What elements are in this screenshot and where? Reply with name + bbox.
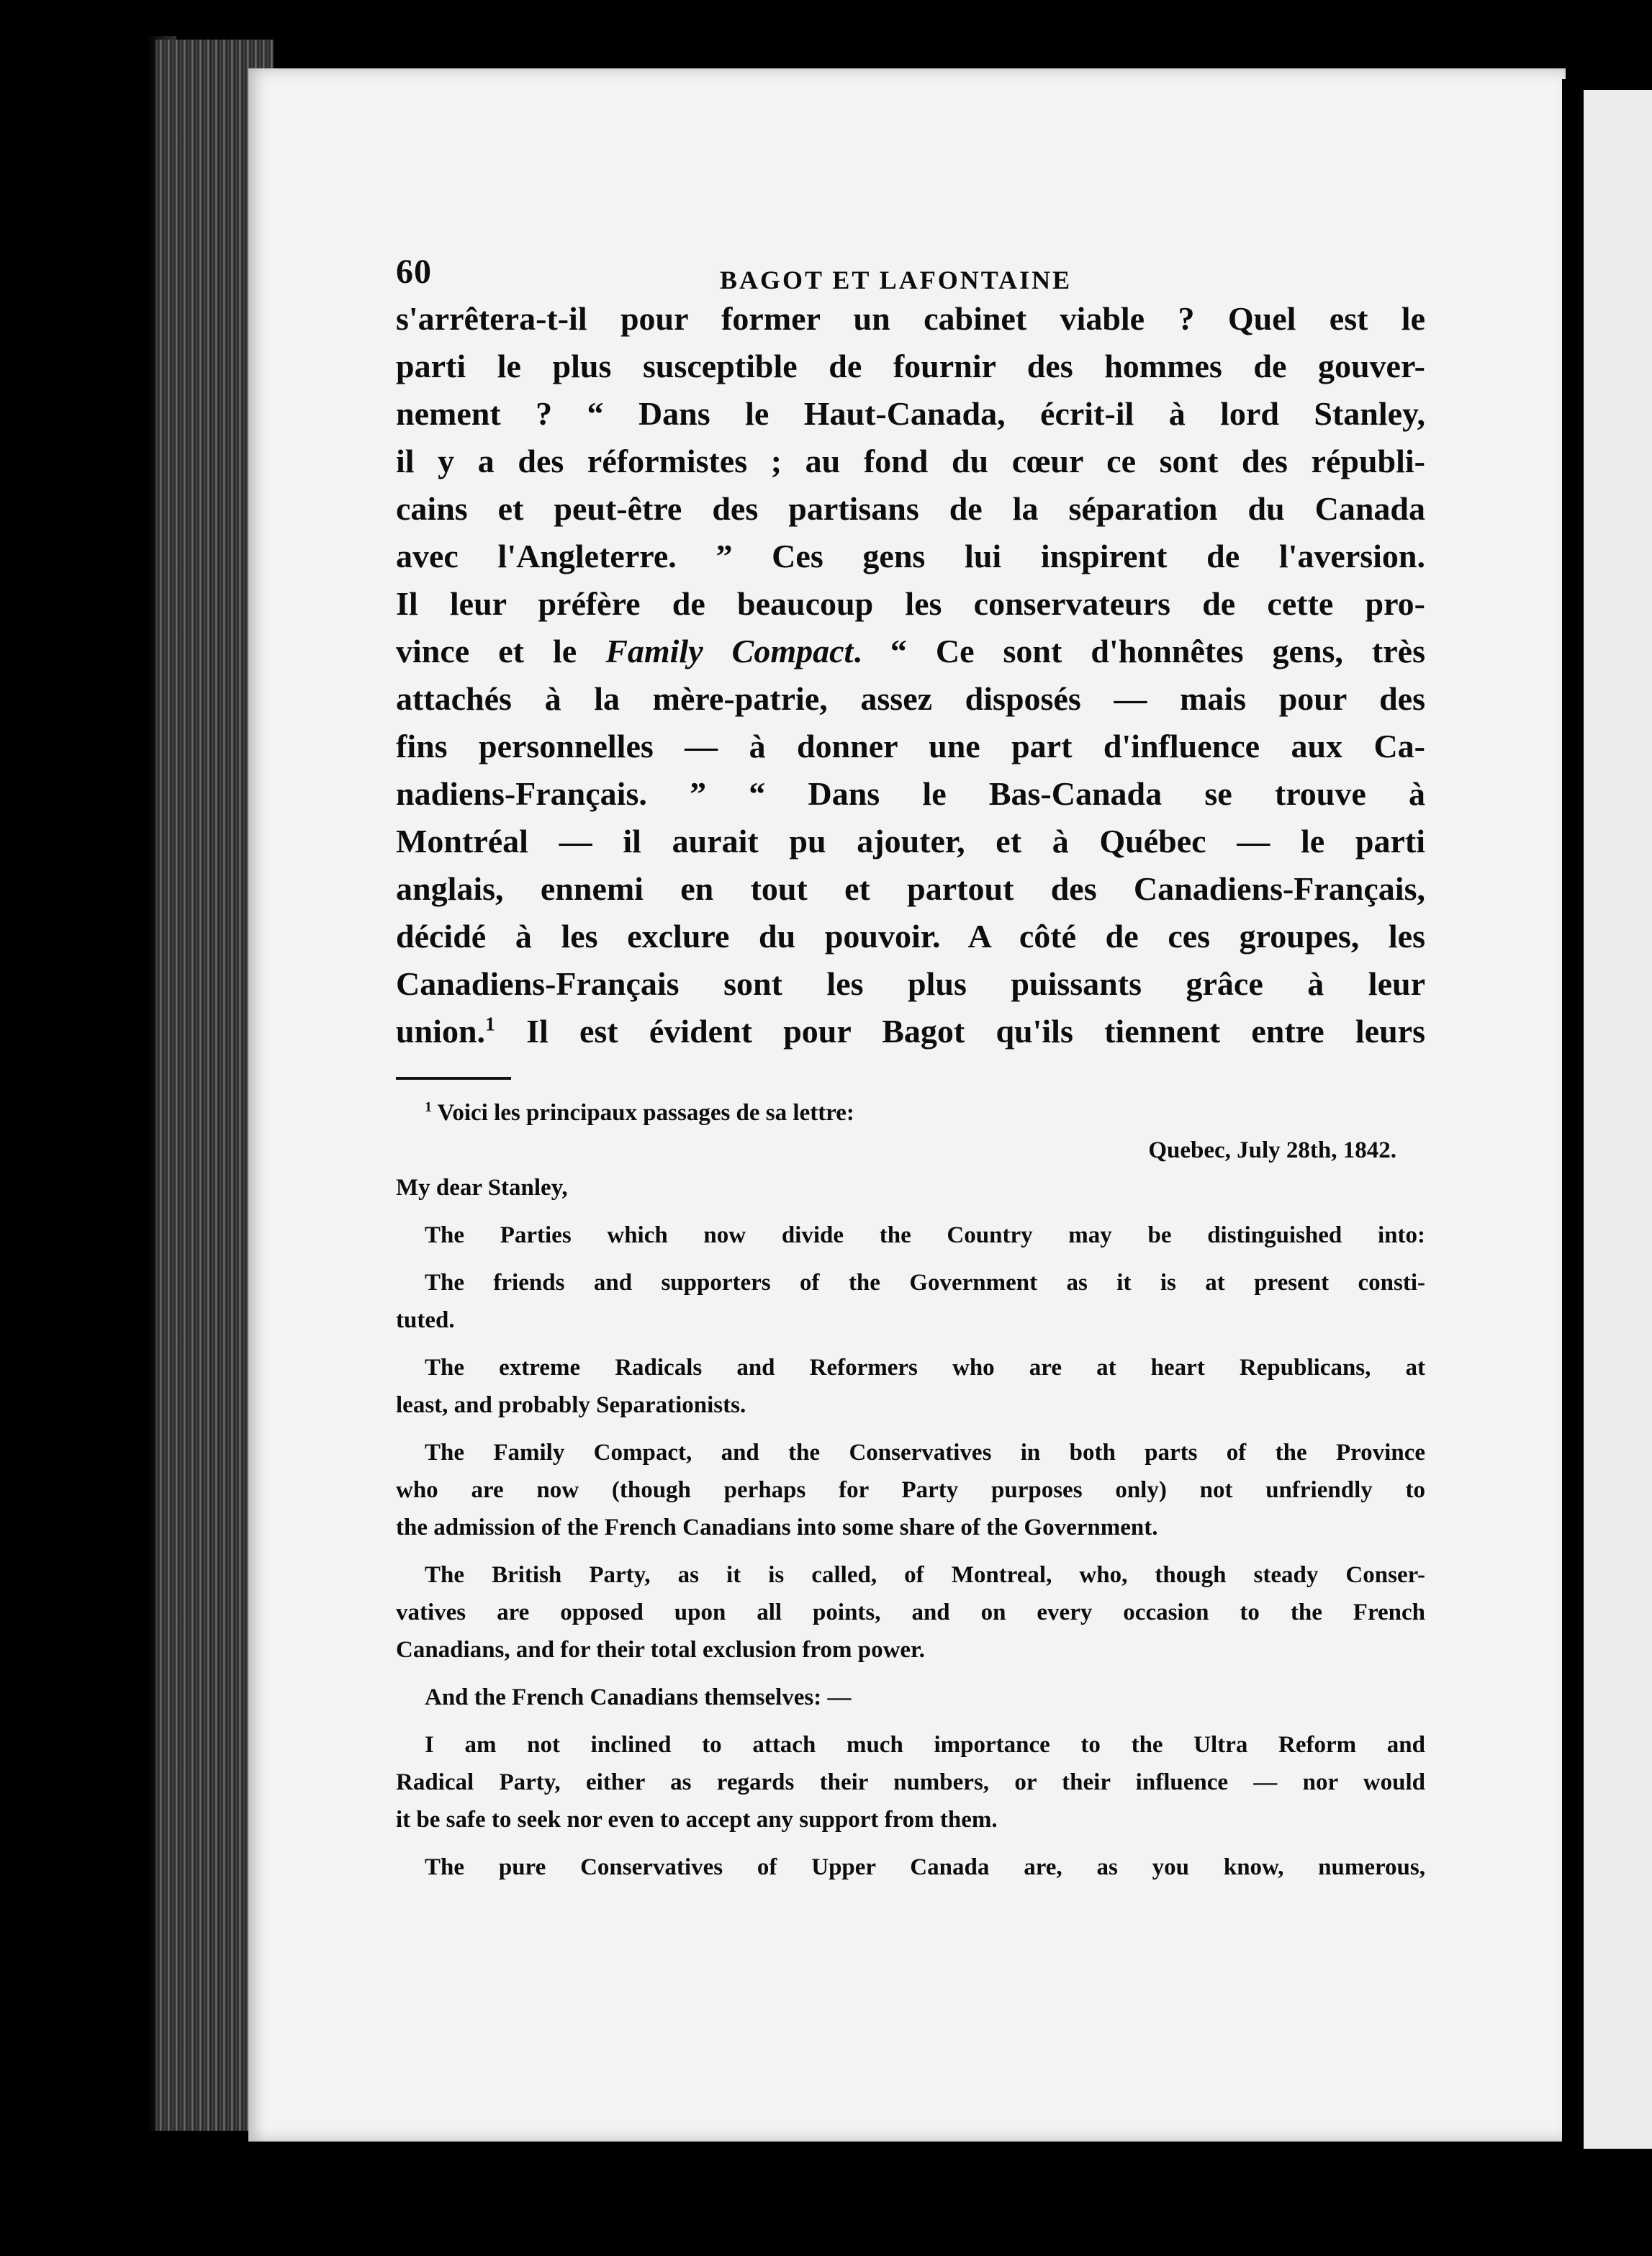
letter-line: I am not inclined to attach much importance to the Ultra Reform and	[425, 1732, 1425, 1758]
body-line-with-note	[396, 1008, 1425, 1055]
body-line: Il leur préfère de beaucoup les conservateurs de cette pro-	[396, 585, 1425, 622]
body-line: Canadiens-Français sont les plus puissants grâce à leur	[396, 965, 1425, 1002]
body-line: avec l'Angleterre. ” Ces gens lui inspirent de l'aversion.	[396, 538, 1425, 574]
running-head	[396, 238, 1425, 295]
letter-paragraph	[396, 1264, 1425, 1339]
body-line: décidé à les exclure du pouvoir. A côté de ces groupes, les	[396, 918, 1425, 955]
letter-line: vatives are opposed upon all points, and on every occasion to the French	[396, 1599, 1425, 1625]
body-line: nement ? “ Dans le Haut-Canada, écrit-il à lord Stanley,	[396, 395, 1425, 432]
page-content	[396, 238, 1425, 1886]
body-line-with-italic	[396, 628, 1425, 675]
letter-line: it be safe to seek nor even to accept any support from them.	[396, 1807, 998, 1833]
body-line: fins personnelles — à donner une part d'influence aux Ca-	[396, 728, 1425, 764]
letter-paragraph	[396, 1434, 1425, 1546]
footnotes	[396, 1094, 1425, 1886]
letter-line: Canadians, and for their total exclusion from power.	[396, 1637, 925, 1663]
letter-line: The extreme Radicals and Reformers who are at heart Republicans, at	[425, 1355, 1425, 1381]
body-line: anglais, ennemi en tout et partout des Canadiens-Français,	[396, 870, 1425, 907]
body-line: nadiens-Français. ” “ Dans le Bas-Canada se trouve à	[396, 775, 1425, 812]
letter-salutation: My dear Stanley,	[396, 1175, 568, 1201]
letter-paragraphs	[396, 1217, 1425, 1886]
body-line: il y a des réformistes ; au fond du cœur ce sont des républi-	[396, 443, 1425, 479]
footnote-reference: 1	[485, 1012, 495, 1035]
footnote-intro-text: Voici les principaux passages de sa lettre:	[437, 1100, 854, 1126]
body-text	[396, 295, 1425, 1055]
body-line: s'arrêtera-t-il pour former un cabinet viable ? Quel est le	[396, 300, 1425, 337]
italic-term: Family Compact	[605, 633, 854, 669]
letter-paragraph	[396, 1217, 1425, 1254]
letter-line: The Family Compact, and the Conservatives in both parts of the Province	[425, 1440, 1425, 1466]
page-number: 60	[396, 253, 432, 291]
letter-line: The Parties which now divide the Country may be distinguished into:	[425, 1222, 1425, 1248]
body-text-run: union.	[396, 1013, 486, 1050]
footnote-mark: 1	[425, 1099, 432, 1116]
letter-line: The friends and supporters of the Government as it is at present consti-	[425, 1270, 1425, 1296]
letter-paragraph	[396, 1349, 1425, 1424]
letter-line: who are now (though perhaps for Party purposes only) not unfriendly to	[396, 1477, 1425, 1503]
body-line: parti le plus susceptible de fournir des hommes de gouver-	[396, 348, 1425, 384]
running-title: BAGOT ET LAFONTAINE	[720, 266, 1073, 294]
body-text-run: Il est évident pour Bagot qu'ils tiennent entre leurs	[495, 1013, 1425, 1050]
footnote-intro	[396, 1094, 1425, 1132]
letter-paragraph	[396, 1726, 1425, 1838]
body-line: cains et peut-être des partisans de la séparation du Canada	[396, 490, 1425, 527]
body-line: Montréal — il aurait pu ajouter, et à Québec — le parti	[396, 823, 1425, 859]
letter-line: the admission of the French Canadians into some share of the Government.	[396, 1515, 1158, 1540]
letter-line: least, and probably Separationists.	[396, 1392, 746, 1418]
letter-line: The British Party, as it is called, of Montreal, who, though steady Conser-	[425, 1562, 1425, 1588]
letter-line: tuted.	[396, 1307, 455, 1333]
letter-paragraph	[396, 1679, 1425, 1716]
letter-line: And the French Canadians themselves: —	[425, 1684, 852, 1710]
facing-page-edge	[1584, 90, 1652, 2149]
letter-paragraph	[396, 1556, 1425, 1669]
footnote-rule	[396, 1077, 511, 1080]
letter-line: Radical Party, either as regards their numbers, or their influence — nor would	[396, 1769, 1425, 1795]
body-text-run: vince et le	[396, 633, 606, 669]
letter-line: The pure Conservatives of Upper Canada are, as you know, numerous,	[425, 1854, 1425, 1880]
letter-dateline: Quebec, July 28th, 1842.	[1148, 1137, 1396, 1163]
body-text-run: . “ Ce sont d'honnêtes gens, très	[853, 633, 1425, 669]
letter-paragraph	[396, 1849, 1425, 1886]
body-line: attachés à la mère-patrie, assez disposés — mais pour des	[396, 680, 1425, 717]
